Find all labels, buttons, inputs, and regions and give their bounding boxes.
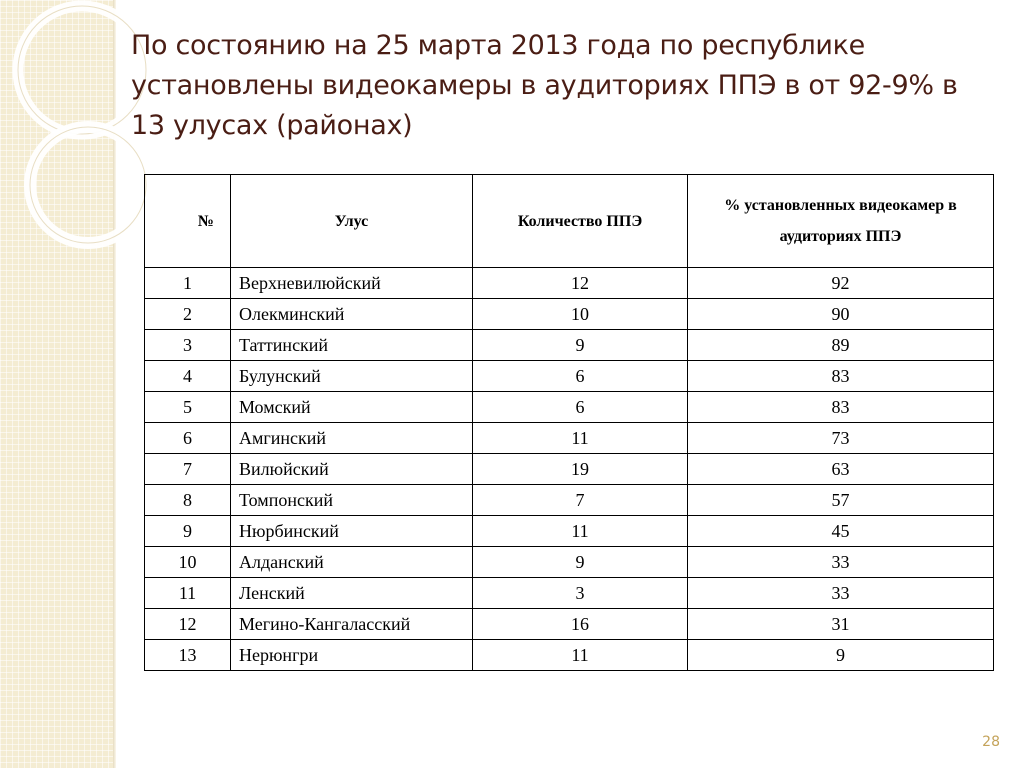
cell-ulus: Верхневилюйский [231, 268, 473, 299]
cell-num: 1 [145, 268, 231, 299]
cell-num: 6 [145, 423, 231, 454]
slide-number: 28 [982, 734, 1000, 750]
cell-qty: 19 [473, 454, 688, 485]
cell-qty: 10 [473, 299, 688, 330]
cell-pct: 57 [688, 485, 994, 516]
header-num: № [145, 175, 231, 268]
cell-ulus: Амгинский [231, 423, 473, 454]
cell-qty: 9 [473, 330, 688, 361]
cell-num: 12 [145, 609, 231, 640]
cell-num: 9 [145, 516, 231, 547]
table-row [145, 330, 994, 361]
cell-num: 5 [145, 392, 231, 423]
cell-ulus: Момский [231, 392, 473, 423]
cell-ulus: Вилюйский [231, 454, 473, 485]
cell-pct: 63 [688, 454, 994, 485]
table-row [145, 299, 994, 330]
cameras-table [144, 174, 994, 671]
table-row [145, 578, 994, 609]
header-ulus: Улус [231, 175, 473, 268]
cell-ulus: Таттинский [231, 330, 473, 361]
cell-pct: 33 [688, 547, 994, 578]
cell-qty: 12 [473, 268, 688, 299]
cell-qty: 16 [473, 609, 688, 640]
table-row [145, 454, 994, 485]
cell-qty: 11 [473, 640, 688, 671]
cell-ulus: Алданский [231, 547, 473, 578]
cell-ulus: Нерюнгри [231, 640, 473, 671]
table-row [145, 268, 994, 299]
cell-pct: 73 [688, 423, 994, 454]
cell-ulus: Нюрбинский [231, 516, 473, 547]
cell-pct: 90 [688, 299, 994, 330]
decorative-circle-upper [18, 6, 146, 134]
cell-pct: 33 [688, 578, 994, 609]
cell-ulus: Томпонский [231, 485, 473, 516]
cell-qty: 7 [473, 485, 688, 516]
table-row [145, 547, 994, 578]
cell-ulus: Олекминский [231, 299, 473, 330]
table-row [145, 640, 994, 671]
cell-pct: 9 [688, 640, 994, 671]
table-row [145, 392, 994, 423]
cell-qty: 6 [473, 361, 688, 392]
table-header-row [145, 175, 994, 268]
cell-ulus: Ленский [231, 578, 473, 609]
cell-num: 10 [145, 547, 231, 578]
cell-ulus: Мегино-Кангаласский [231, 609, 473, 640]
cell-qty: 6 [473, 392, 688, 423]
table-row [145, 485, 994, 516]
cell-pct: 45 [688, 516, 994, 547]
cell-qty: 3 [473, 578, 688, 609]
cell-qty: 11 [473, 516, 688, 547]
table-row [145, 516, 994, 547]
table-row [145, 423, 994, 454]
cell-num: 7 [145, 454, 231, 485]
table-row [145, 361, 994, 392]
cell-pct: 89 [688, 330, 994, 361]
cell-pct: 31 [688, 609, 994, 640]
table-row [145, 609, 994, 640]
header-pct: % установленных видеокамер в аудиториях ППЭ [688, 175, 994, 268]
decorative-circle-lower [30, 127, 146, 243]
cell-num: 3 [145, 330, 231, 361]
cell-ulus: Булунский [231, 361, 473, 392]
cell-pct: 83 [688, 392, 994, 423]
cell-qty: 11 [473, 423, 688, 454]
slide-title: По состоянию на 25 марта 2013 года по республике установлены видеокамеры в аудиториях ППЭ в от 92-9% в 13 улусах (районах) [131, 30, 958, 141]
header-qty: Количество ППЭ [473, 175, 688, 268]
cell-qty: 9 [473, 547, 688, 578]
cell-num: 2 [145, 299, 231, 330]
cell-num: 13 [145, 640, 231, 671]
cell-num: 4 [145, 361, 231, 392]
cell-num: 11 [145, 578, 231, 609]
cell-pct: 83 [688, 361, 994, 392]
cell-num: 8 [145, 485, 231, 516]
cell-pct: 92 [688, 268, 994, 299]
